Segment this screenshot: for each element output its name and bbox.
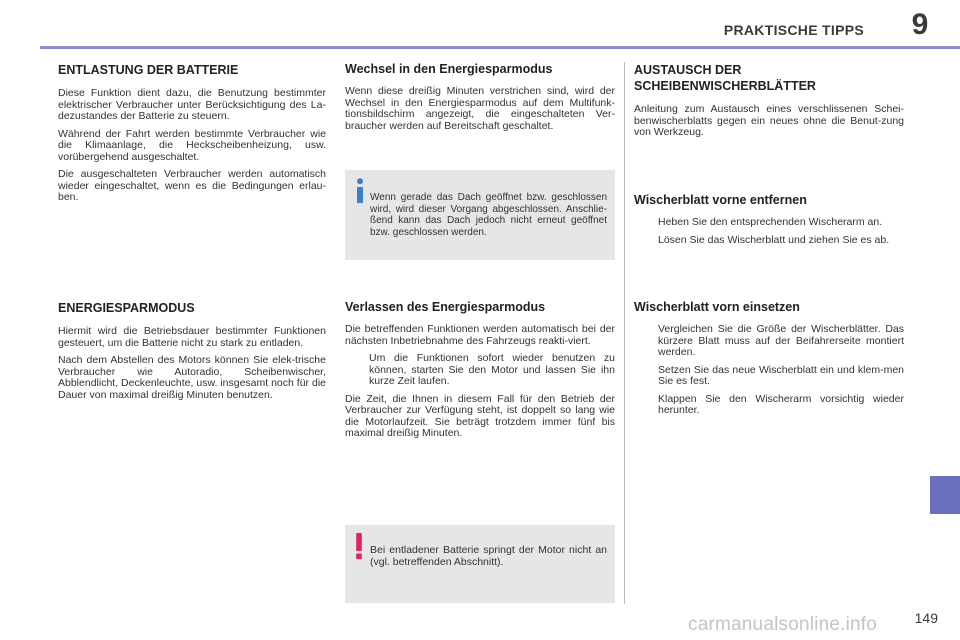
energy-saving-body bbox=[58, 326, 326, 401]
info-box-text: Wenn gerade das Dach geöffnet bzw. geschlossen wird, wird dieser Vorgang abgeschlossen. Anschlie-ßend kann das Dach jedoch nicht erneut geöffnet bzw. geschlossen werden. bbox=[370, 192, 607, 238]
paragraph: Wenn diese dreißig Minuten verstrichen sind, wird der Wechsel in den Energiesparmodus auf dem Multifunk-tionsbildschirm angezeigt, die eingeschalteten Ver-braucher werden auf Bereitschaft geschaltet. bbox=[345, 85, 615, 132]
column-divider bbox=[624, 62, 625, 604]
paragraph: Nach dem Abstellen des Motors können Sie elek-trische Verbraucher wie Autoradio, Scheibenwischer, Abblendlicht, Deckenleuchte, usw. insgesamt noch für die Dauer von maximal dreißig Minuten benutzen. bbox=[58, 354, 326, 401]
list-item bbox=[634, 235, 904, 247]
warning-box-text: Bei entladener Batterie springt der Motor nicht an (vgl. betreffenden Abschnitt). bbox=[370, 544, 607, 568]
bullet-text: Um die Funktionen sofort wieder benutzen zu können, starten Sie den Motor und lassen Sie ihn kurze Zeit laufen. bbox=[369, 352, 615, 387]
column-2-lower bbox=[345, 300, 615, 446]
bullet-text: Heben Sie den entsprechenden Wischerarm an. bbox=[658, 216, 883, 228]
paragraph: Die ausgeschalteten Verbraucher werden automatisch wieder eingeschaltet, wenn es die Bedingungen erlau-ben. bbox=[58, 168, 326, 203]
heading-install-front-wiper: Wischerblatt vorn einsetzen bbox=[634, 300, 800, 314]
list-item bbox=[634, 217, 904, 229]
bullet-text: Vergleichen Sie die Größe der Wischerblätter. Das kürzere Blatt muss auf der Beifahrerseite montiert werden. bbox=[658, 323, 904, 358]
bullet-text: Lösen Sie das Wischerblatt und ziehen Sie es ab. bbox=[658, 233, 890, 246]
column-1 bbox=[58, 62, 326, 210]
battery-relief-body bbox=[58, 88, 326, 204]
paragraph: Die betreffenden Funktionen werden automatisch bei der nächsten Inbetriebnahme des Fahrzeugs reakti-viert. bbox=[345, 323, 615, 347]
chapter-side-tab bbox=[930, 476, 960, 514]
section-title: PRAKTISCHE TIPPS bbox=[723, 22, 864, 38]
column-3-lower bbox=[634, 300, 904, 423]
column-1-lower bbox=[58, 300, 326, 407]
heading-wiper-blade-replacement: AUSTAUSCH DER SCHEIBENWISCHERBLÄTTER bbox=[634, 63, 816, 93]
paragraph: Diese Funktion dient dazu, die Benutzung bestimmter elektrischer Verbraucher unter Berücksichtigung des La-dezustandes der Batterie zu steuern. bbox=[58, 87, 326, 122]
heading-remove-front-wiper: Wischerblatt vorne entfernen bbox=[634, 193, 807, 207]
heading-leave-energy-saving: Verlassen des Energiesparmodus bbox=[345, 300, 546, 314]
column-2 bbox=[345, 62, 615, 138]
bullet-list bbox=[345, 353, 615, 388]
column-3 bbox=[634, 62, 904, 145]
paragraph: Während der Fahrt werden bestimmte Verbraucher wie die Klimaanlage, die Heckscheibenheizung, usw. vorübergehend ausgeschaltet. bbox=[58, 127, 326, 163]
list-item bbox=[345, 353, 615, 388]
info-box bbox=[345, 170, 615, 260]
bullet-text: Setzen Sie das neue Wischerblatt ein und klem-men Sie es fest. bbox=[658, 363, 904, 387]
bullet-list bbox=[634, 217, 904, 246]
header-rule bbox=[40, 46, 960, 49]
list-item bbox=[634, 394, 904, 417]
list-item bbox=[634, 365, 904, 388]
bullet-text: Klappen Sie den Wischerarm vorsichtig wieder herunter. bbox=[658, 392, 904, 416]
list-item bbox=[634, 324, 904, 359]
paragraph: Anleitung zum Austausch eines verschlissenen Schei-benwischerblatts gegen ein neues ohne die Benut-zung von Werkzeug. bbox=[634, 103, 904, 138]
warning-box bbox=[345, 525, 615, 603]
paragraph: Hiermit wird die Betriebsdauer bestimmter Funktionen gesteuert, um die Batterie nicht zu stark zu entladen. bbox=[58, 325, 326, 349]
column-3-middle bbox=[634, 193, 904, 252]
heading-switch-to-energy-saving: Wechsel in den Energiesparmodus bbox=[345, 62, 553, 76]
warning-icon bbox=[353, 533, 365, 559]
watermark: carmanualsonline.info bbox=[688, 614, 878, 635]
bullet-list bbox=[634, 324, 904, 417]
heading-energy-saving-mode: ENERGIESPARMODUS bbox=[58, 301, 195, 315]
chapter-number: 9 bbox=[911, 8, 929, 41]
info-icon bbox=[353, 178, 367, 204]
heading-battery-relief: ENTLASTUNG DER BATTERIE bbox=[58, 63, 239, 77]
paragraph: Die Zeit, die Ihnen in diesem Fall für den Betrieb der Verbraucher zur Verfügung steht, ist doppelt so lang wie die Motorlaufzeit. Sie beträgt trotzdem immer fünf bis maximal dreißig Minuten. bbox=[345, 392, 615, 439]
page-number: 149 bbox=[914, 610, 938, 626]
